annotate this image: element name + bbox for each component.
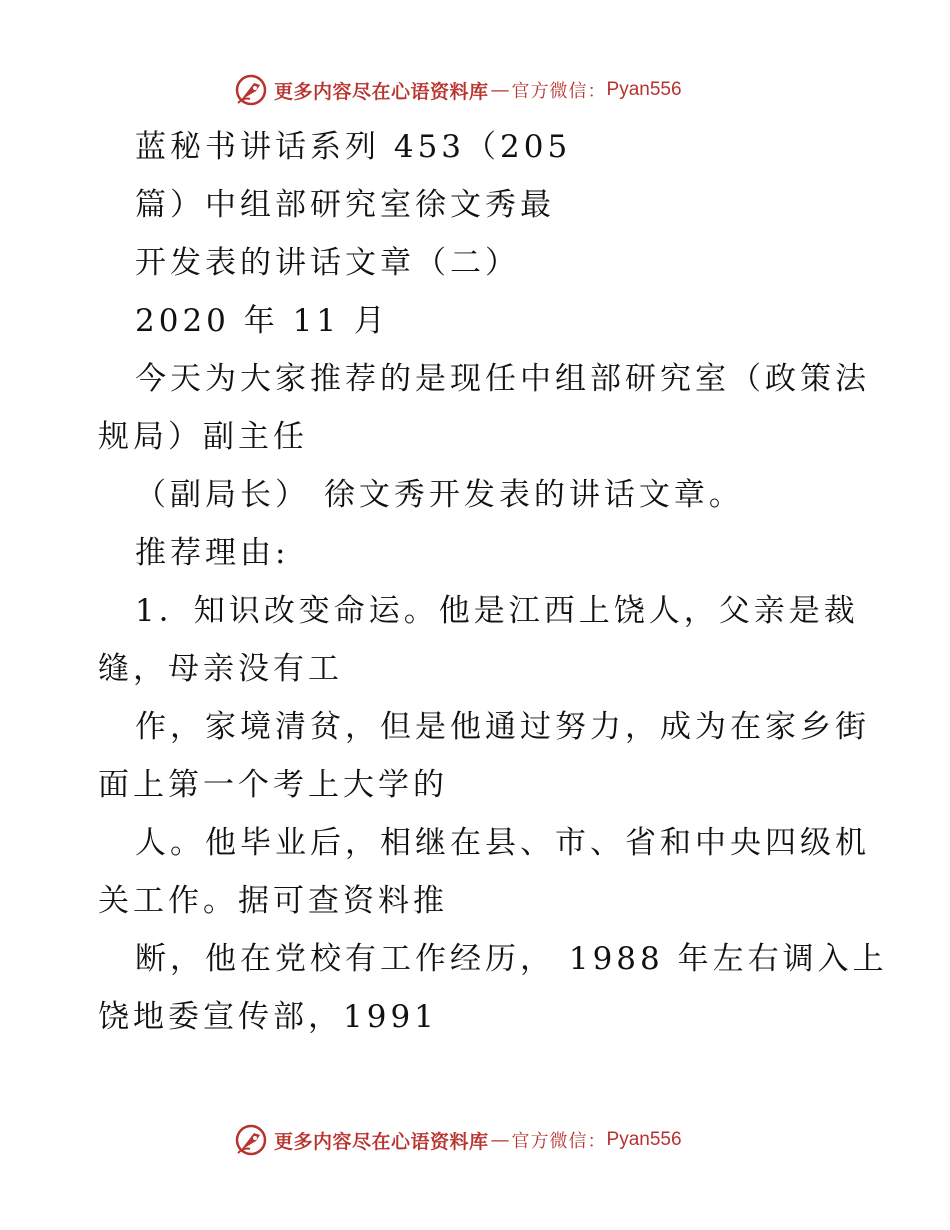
watermark-text: 更多内容尽在心语资料库 xyxy=(274,80,489,103)
date-line: 2020 年 11 月 xyxy=(135,303,389,339)
watermark-wechat-label: 官方微信： xyxy=(511,1131,607,1152)
watermark-text: 更多内容尽在心语资料库 xyxy=(274,1130,489,1153)
watermark-wechat-id: Pyan556 xyxy=(606,79,682,100)
section-heading: 推荐理由: xyxy=(135,535,290,571)
paragraph-line: 人。他毕业后，相继在县、市、省和中央四级机 xyxy=(135,825,870,861)
paragraph-line: 规局）副主任 xyxy=(98,419,308,455)
pen-nib-circle-icon xyxy=(234,1123,268,1157)
footer-watermark xyxy=(234,1122,682,1158)
paragraph-line: 缝，母亲没有工 xyxy=(98,651,343,687)
title-line-2: 篇）中组部研究室徐文秀最 xyxy=(135,187,555,223)
paragraph-line: 1．知识改变命运。他是江西上饶人，父亲是裁 xyxy=(135,593,859,629)
paragraph-line: 面上第一个考上大学的 xyxy=(98,767,448,803)
paragraph-line: 关工作。据可查资料推 xyxy=(98,883,448,919)
watermark-wechat-id: Pyan556 xyxy=(606,1129,682,1150)
title-line-3: 开发表的讲话文章（二） xyxy=(135,245,520,281)
paragraph-line: 饶地委宣传部，1991 xyxy=(98,999,438,1035)
paragraph-line: 今天为大家推荐的是现任中组部研究室（政策法 xyxy=(135,361,870,397)
watermark-dash: — xyxy=(490,79,510,101)
watermark-dash: — xyxy=(490,1129,510,1151)
header-watermark xyxy=(234,72,682,108)
watermark-wechat-label: 官方微信： xyxy=(511,81,607,102)
paragraph-line: 作，家境清贫，但是他通过努力，成为在家乡街 xyxy=(135,709,870,745)
pen-nib-circle-icon xyxy=(234,73,268,107)
paragraph-line: 断，他在党校有工作经历， 1988 年左右调入上 xyxy=(135,941,888,977)
paragraph-line: （副局长） 徐文秀开发表的讲话文章。 xyxy=(135,477,744,513)
title-line-1: 蓝秘书讲话系列 453（205 xyxy=(135,129,572,165)
